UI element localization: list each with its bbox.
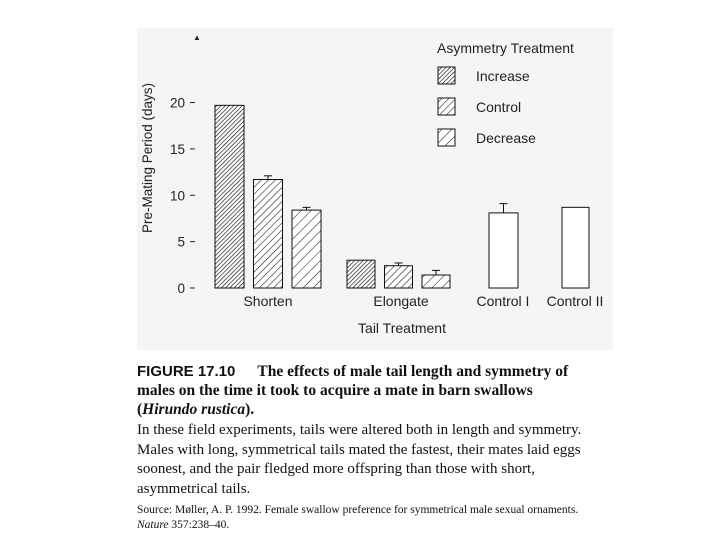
x-tick-label-control-ii: Control II (546, 293, 604, 309)
legend (438, 67, 536, 146)
corner-mark: ▲ (193, 33, 201, 42)
y-tick-label-10: 10 (169, 188, 185, 204)
x-tick-label-control-i: Control I (476, 293, 530, 309)
x-tick-label-shorten: Shorten (243, 293, 293, 309)
figure-panel (137, 28, 613, 350)
legend-swatch-control (438, 98, 455, 115)
legend-label-control: Control (476, 99, 522, 115)
caption-heading-end: ). (245, 401, 255, 418)
y-tick-label-15: 15 (169, 141, 185, 157)
caption-body: In these field experiments, tails were altered both in length and symmetry. Males with long, symmetrical tails mated the fastest, their mates laid eggs soonest, and the pair fledged more offspring than those with short, asymmetrical tails. (137, 422, 582, 497)
bar-elongate-decrease (422, 275, 450, 288)
source-text: Source: Møller, A. P. 1992. Female swallow preference for symmetrical male sexual ornaments. (137, 504, 579, 516)
x-tick-label-elongate: Elongate (373, 293, 429, 309)
bar-control-ii-bar (562, 207, 589, 288)
legend-label-increase: Increase (476, 68, 530, 84)
source-journal: Nature (137, 519, 169, 531)
y-axis-label: Pre-Mating Period (days) (140, 82, 155, 234)
legend-swatch-decrease (438, 129, 455, 146)
caption-heading-text: The effects of male tail length and symmetry of males on the time it took to acquire a mate in barn swallows ( (137, 363, 569, 418)
bar-control-i-bar (489, 213, 518, 288)
caption-source (137, 503, 595, 533)
legend-label-decrease: Decrease (476, 130, 536, 146)
species-name: Hirundo rustica (142, 401, 246, 418)
y-tick-label-0: 0 (177, 281, 185, 296)
bar-elongate-increase (347, 260, 375, 288)
bar-chart (137, 28, 613, 350)
x-tick-labels (243, 293, 603, 309)
y-axis (170, 96, 195, 296)
bar-shorten-increase (215, 105, 244, 288)
legend-title: Asymmetry Treatment (437, 40, 574, 56)
source-ref: 357:238–40. (168, 519, 230, 531)
bar-elongate-control (385, 266, 413, 288)
bar-shorten-control (254, 180, 283, 288)
figure-caption (137, 362, 595, 533)
y-tick-label-20: 20 (169, 95, 185, 111)
y-tick-label-5: 5 (177, 234, 185, 250)
caption-heading (137, 362, 595, 419)
legend-swatch-increase (438, 67, 455, 84)
x-axis-label: Tail Treatment (358, 320, 446, 336)
figure-number: FIGURE 17.10 (137, 363, 236, 380)
bar-shorten-decrease (292, 210, 321, 288)
